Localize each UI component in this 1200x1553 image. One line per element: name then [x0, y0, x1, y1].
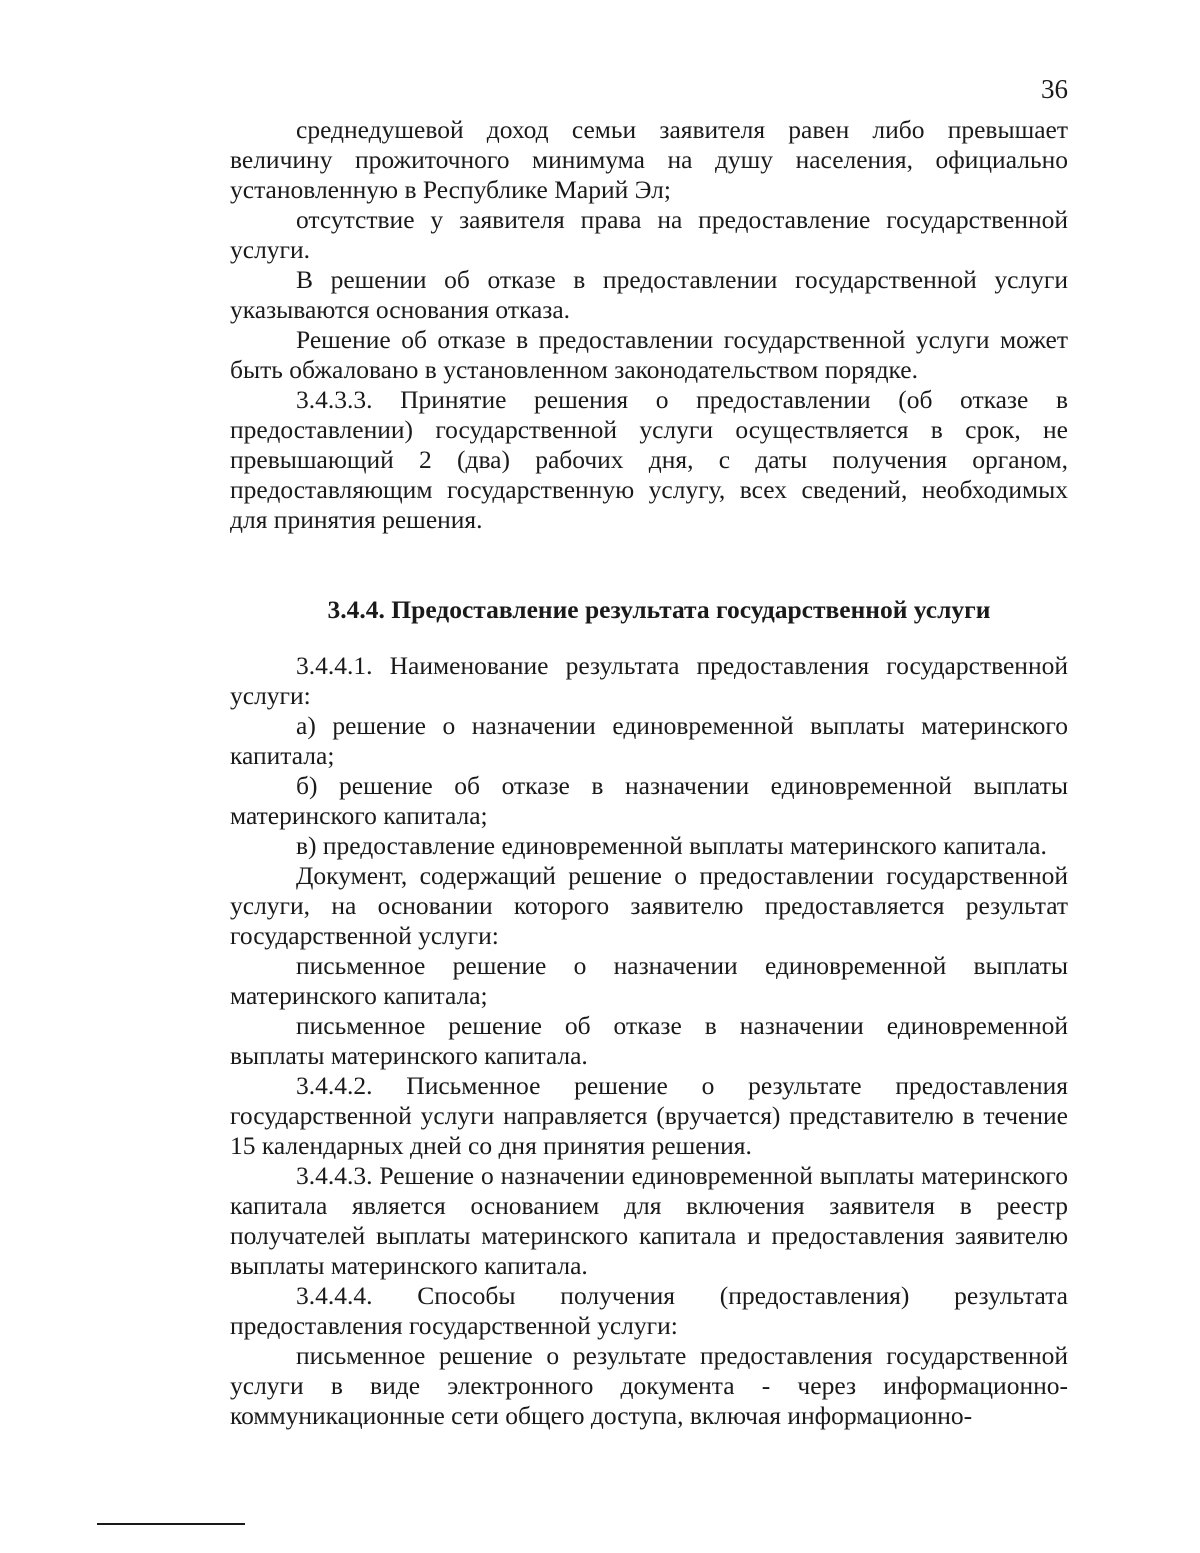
paragraph: 3.4.3.3. Принятие решения о предоставлении (об отказе в предоставлении) государственной услуги осуществляется в срок, не превышающий 2 (два) рабочих дня, с даты получения органом, предоставляющим государственную услугу, всех сведений, необходимых для принятия решения.: [230, 385, 1068, 534]
paragraph: Документ, содержащий решение о предоставлении государственной услуги, на основании которого заявителю предоставляется результат государственной услуги:: [230, 861, 1068, 950]
paragraph: письменное решение о результате предоставления государственной услуги в виде электронного документа - через информационно-коммуникационные сети общего доступа, включая информационно-: [230, 1341, 1068, 1430]
document-body: [230, 115, 1068, 1431]
paragraph: б) решение об отказе в назначении единовременной выплаты материнского капитала;: [230, 771, 1068, 830]
paragraph: письменное решение о назначении единовременной выплаты материнского капитала;: [230, 951, 1068, 1010]
paragraph: 3.4.4.1. Наименование результата предоставления государственной услуги:: [230, 651, 1068, 710]
section-heading: 3.4.4. Предоставление результата государственной услуги: [327, 595, 991, 624]
page-number: 36: [1041, 74, 1068, 104]
paragraph: в) предоставление единовременной выплаты материнского капитала.: [296, 831, 1047, 860]
paragraph: 3.4.4.4. Способы получения (предоставления) результата предоставления государственной услуги:: [230, 1281, 1068, 1340]
paragraph: В решении об отказе в предоставлении государственной услуги указываются основания отказа.: [230, 265, 1068, 324]
footer-rule: [97, 1523, 245, 1525]
paragraph: отсутствие у заявителя права на предоставление государственной услуги.: [230, 205, 1068, 264]
paragraph: письменное решение об отказе в назначении единовременной выплаты материнского капитала.: [230, 1011, 1068, 1070]
paragraph: среднедушевой доход семьи заявителя равен либо превышает величину прожиточного минимума на душу населения, официально установленную в Республике Марий Эл;: [230, 115, 1068, 204]
paragraph: а) решение о назначении единовременной выплаты материнского капитала;: [230, 711, 1068, 770]
paragraph: 3.4.4.3. Решение о назначении единовременной выплаты материнского капитала является основанием для включения заявителя в реестр получателей выплаты материнского капитала и предоставления заявителю выплаты материнского капитала.: [230, 1161, 1068, 1280]
paragraph: 3.4.4.2. Письменное решение о результате предоставления государственной услуги направляется (вручается) представителю в течение 15 календарных дней со дня принятия решения.: [230, 1071, 1068, 1160]
paragraph: Решение об отказе в предоставлении государственной услуги может быть обжаловано в установленном законодательством порядке.: [230, 325, 1068, 384]
